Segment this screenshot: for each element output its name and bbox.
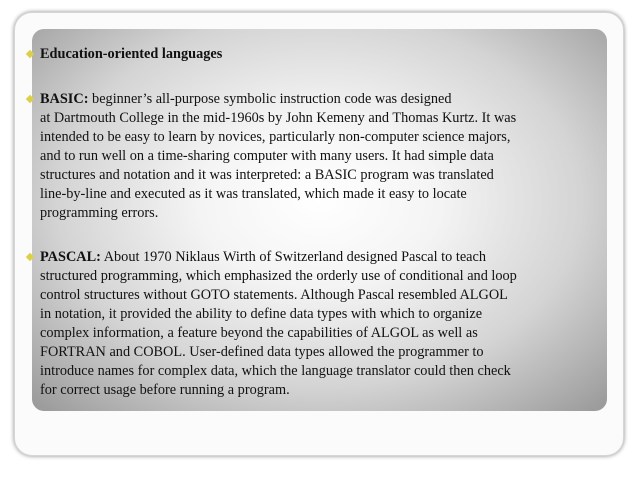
bullet-heading: Education-oriented languages <box>40 46 223 62</box>
bullet-line: and to run well on a time-sharing computer with many users. It had simple data <box>40 148 494 164</box>
bullet-text: beginner’s all-purpose symbolic instruction code was designed <box>92 91 452 107</box>
bullet-line <box>40 90 592 109</box>
bullet-line: at Dartmouth College in the mid-1960s by John Kemeny and Thomas Kurtz. It was <box>40 110 517 126</box>
bullet-line: structures and notation and it was interpreted: a BASIC program was translated <box>40 167 494 183</box>
bullet-label: PASCAL: <box>40 249 101 265</box>
bullet-basic <box>40 90 592 223</box>
bullet-line: introduce names for complex data, which the language translator could then check <box>40 363 511 379</box>
bullet-line: intended to be easy to learn by novices, particularly non-computer science majors, <box>40 129 511 145</box>
bullet-line: line-by-line and executed as it was translated, which made it easy to locate <box>40 186 467 202</box>
bullet-line: in notation, it provided the ability to define data types with which to organize <box>40 306 483 322</box>
bullet-line <box>40 248 592 267</box>
bullet-line: programming errors. <box>40 205 159 221</box>
bullet-line: FORTRAN and COBOL. User-defined data types allowed the programmer to <box>40 344 484 360</box>
bullet-line: for correct usage before running a program. <box>40 382 290 398</box>
bullet-line: control structures without GOTO statements. Although Pascal resembled ALGOL <box>40 287 508 303</box>
bullet-line: complex information, a feature beyond the capabilities of ALGOL as well as <box>40 325 478 341</box>
bullet-line: structured programming, which emphasized the orderly use of conditional and loop <box>40 268 517 284</box>
bullet-education-oriented <box>40 45 592 64</box>
bullet-text: About 1970 Niklaus Wirth of Switzerland designed Pascal to teach <box>103 249 487 265</box>
bullet-pascal <box>40 248 592 400</box>
bullet-label: BASIC: <box>40 91 89 107</box>
bullet-line <box>40 45 592 64</box>
